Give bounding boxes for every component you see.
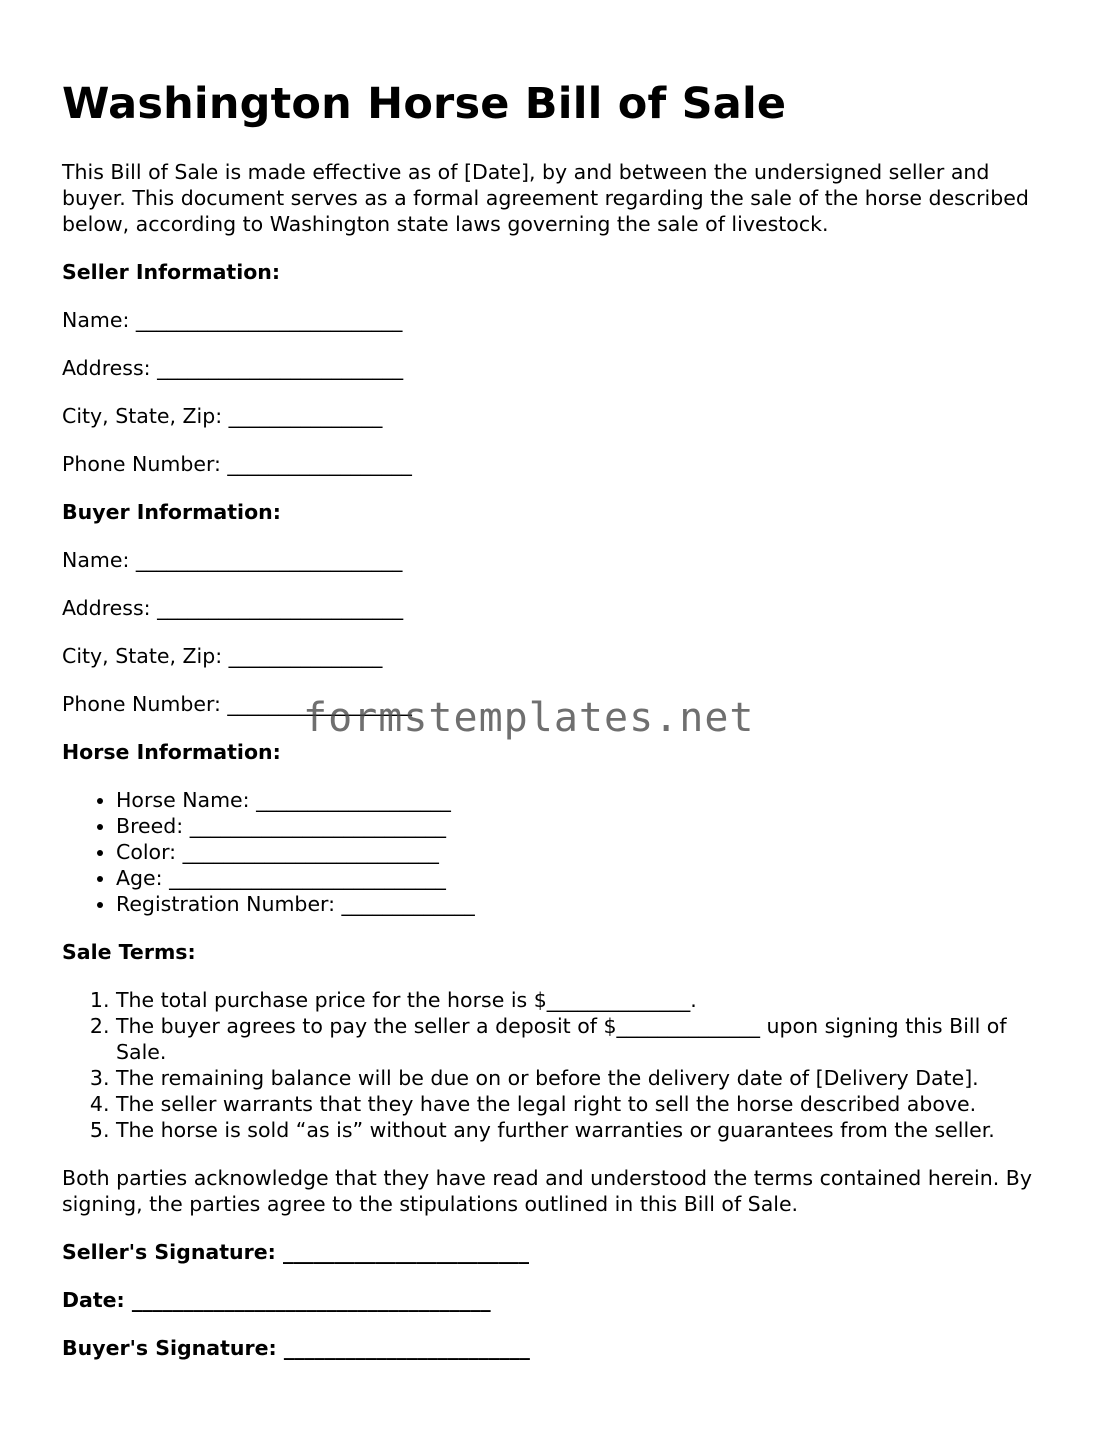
seller-address-field[interactable]: Address: ________________________ — [62, 356, 404, 380]
buyer-city-state-zip-field[interactable]: City, State, Zip: _______________ — [62, 644, 383, 668]
document-title: Washington Horse Bill of Sale — [62, 79, 787, 129]
horse-info-list — [62, 787, 1052, 917]
horse-color-field[interactable]: • Color: _________________________ — [116, 839, 1052, 865]
horse-name-field[interactable]: • Horse Name: ___________________ — [116, 787, 1052, 813]
closing-paragraph: Both parties acknowledge that they have read and understood the terms contained herein. By signing, the parties agree to the stipulations outlined in this Bill of Sale. — [62, 1166, 1032, 1216]
term-item: 5. The horse is sold “as is” without any further warranties or guarantees from the seller. — [116, 1117, 1052, 1143]
horse-registration-field[interactable]: • Registration Number: _____________ — [116, 891, 1052, 917]
intro-paragraph: This Bill of Sale is made effective as of [Date], by and between the undersigned seller and buyer. This document serves as a formal agreement regarding the sale of the horse described below, according to Washington state laws governing the sale of livestock. — [62, 160, 1029, 236]
seller-phone-field[interactable]: Phone Number: __________________ — [62, 452, 412, 476]
seller-name-field[interactable]: Name: __________________________ — [62, 308, 403, 332]
term-item: 2. The buyer agrees to pay the seller a deposit of $______________ upon signing this Bill of Sale. — [116, 1013, 1052, 1065]
horse-age-field[interactable]: • Age: ___________________________ — [116, 865, 1052, 891]
watermark-text: formstemplates.net — [303, 695, 755, 741]
buyer-address-field[interactable]: Address: ________________________ — [62, 596, 404, 620]
date-field[interactable]: Date: ___________________________________ — [62, 1288, 491, 1312]
buyer-heading: Buyer Information: — [62, 500, 281, 524]
seller-heading: Seller Information: — [62, 260, 281, 284]
seller-signature-field[interactable]: Seller's Signature: ________________________ — [62, 1240, 529, 1264]
buyer-signature-field[interactable]: Buyer's Signature: ________________________ — [62, 1336, 530, 1360]
term-item: 3. The remaining balance will be due on or before the delivery date of [Delivery Date]. — [116, 1065, 1052, 1091]
term-item: 4. The seller warrants that they have the legal right to sell the horse described above. — [116, 1091, 1052, 1117]
horse-heading: Horse Information: — [62, 740, 281, 764]
terms-heading: Sale Terms: — [62, 940, 196, 964]
buyer-phone-field[interactable]: Phone Number: __________________ — [62, 692, 412, 716]
bill-of-sale-document — [62, 78, 1052, 1361]
buyer-name-field[interactable]: Name: __________________________ — [62, 548, 403, 572]
seller-city-state-zip-field[interactable]: City, State, Zip: _______________ — [62, 404, 383, 428]
horse-breed-field[interactable]: • Breed: _________________________ — [116, 813, 1052, 839]
term-item: 1. The total purchase price for the horse is $______________. — [116, 987, 1052, 1013]
sale-terms-list — [62, 987, 1052, 1143]
